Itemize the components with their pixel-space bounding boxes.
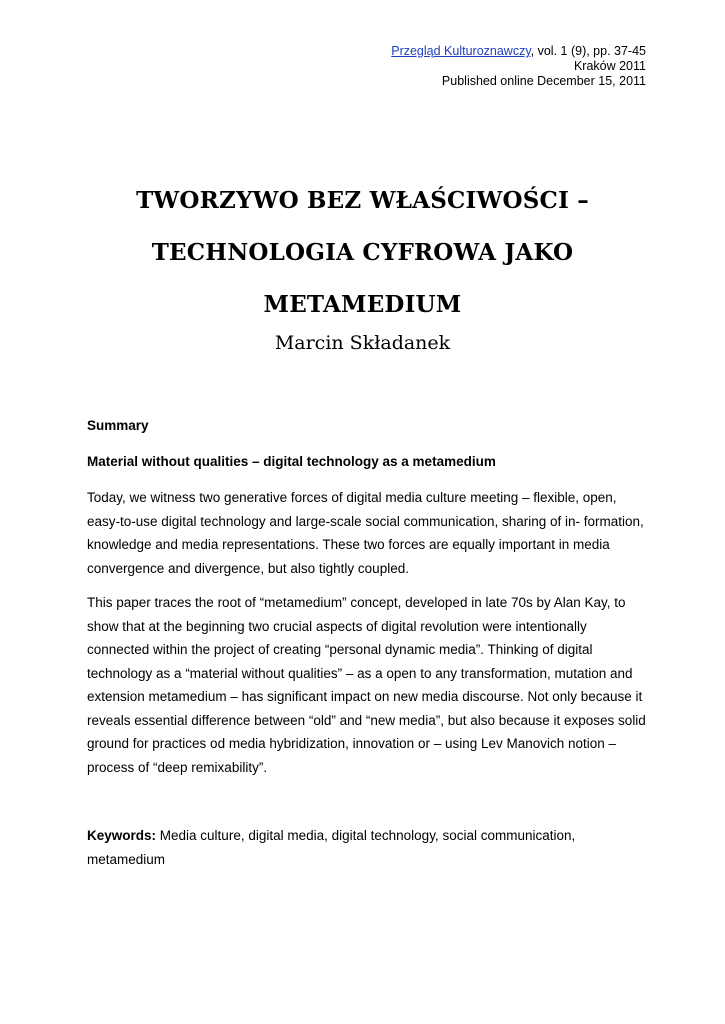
article-title (60, 175, 665, 331)
publication-date: Published online December 15, 2011 (441, 74, 646, 88)
text-line: technology as a “material without qualities” – as a open to any transformation, mutation and (87, 665, 633, 681)
summary-subtitle: Material without qualities – digital technology as a metamedium (87, 454, 496, 469)
text-line: knowledge and media representations. These two forces are equally important in media (87, 537, 610, 552)
text-line: connected within the project of creating “personal dynamic media”. Thinking of digital (87, 642, 593, 657)
author-name: Marcin Składanek (274, 332, 451, 354)
keywords-line-2: metamedium (87, 851, 166, 867)
text-line: This paper traces the root of “metamedium” concept, developed in late 70s by Alan Kay, to (87, 595, 626, 610)
keywords-line-1 (87, 824, 647, 848)
journal-link[interactable]: Przegląd Kulturoznawczy (391, 44, 531, 58)
keywords-block (87, 824, 647, 871)
text-line: extension metamedium – has significant impact on new media discourse. Not only because it (87, 689, 643, 704)
title-line-1: TWORZYWO BEZ WŁAŚCIWOŚCI – (136, 187, 589, 214)
keywords-label: Keywords: (87, 828, 157, 843)
text-line: convergence and divergence, but also tightly coupled. (87, 560, 409, 576)
citation-line (391, 44, 646, 59)
keywords-list: Media culture, digital media, digital technology, social communication, (156, 828, 576, 843)
summary-paragraph-1 (87, 486, 647, 580)
text-line: ground for practices od media hybridization, innovation or – using Lev Manovich notion – (87, 736, 617, 751)
summary-paragraph-2 (87, 591, 647, 779)
place-year: Kraków 2011 (573, 59, 646, 73)
text-line: show that at the beginning two crucial aspects of digital revolution were intentionally (87, 618, 587, 634)
title-line-3: METAMEDIUM (263, 291, 462, 318)
text-line: easy-to-use digital technology and large-scale social communication, sharing of in- formation, (87, 513, 644, 529)
title-line-2: TECHNOLOGIA CYFROWA JAKO (151, 239, 574, 266)
summary-heading: Summary (87, 418, 149, 433)
text-line: reveals essential difference between “old” and “new media”, but also because it exposes solid (87, 712, 646, 728)
volume-info: , vol. 1 (9), pp. 37-45 (530, 44, 646, 58)
text-line: process of “deep remixability”. (87, 759, 268, 775)
text-line: Today, we witness two generative forces of digital media culture meeting – flexible, open, (87, 490, 617, 505)
journal-header (391, 44, 646, 89)
